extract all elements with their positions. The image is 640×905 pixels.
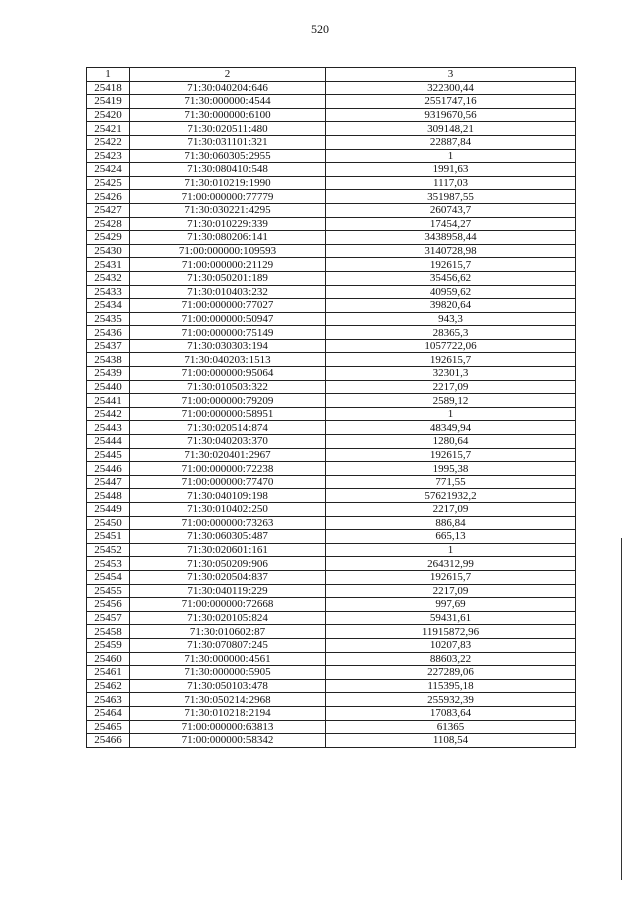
cadastral-number-cell: 71:00:000000:58342 bbox=[130, 734, 326, 748]
cadastral-number-cell: 71:30:010219:1990 bbox=[130, 176, 326, 190]
value-cell: 3140728,98 bbox=[326, 244, 576, 258]
table-row bbox=[87, 163, 576, 177]
cadastral-number-cell: 71:30:000000:4561 bbox=[130, 652, 326, 666]
value-cell: 88603,22 bbox=[326, 652, 576, 666]
value-cell: 1108,54 bbox=[326, 734, 576, 748]
cadastral-number-cell: 71:30:020401:2967 bbox=[130, 448, 326, 462]
cadastral-number-cell: 71:30:010503:322 bbox=[130, 380, 326, 394]
table-body bbox=[87, 81, 576, 747]
value-cell: 227289,06 bbox=[326, 666, 576, 680]
cadastral-number-cell: 71:00:000000:109593 bbox=[130, 244, 326, 258]
value-cell: 1280,64 bbox=[326, 435, 576, 449]
row-number-cell: 25453 bbox=[87, 557, 130, 571]
value-cell: 35456,62 bbox=[326, 271, 576, 285]
cadastral-number-cell: 71:00:000000:73263 bbox=[130, 516, 326, 530]
table-row bbox=[87, 543, 576, 557]
value-cell: 10207,83 bbox=[326, 638, 576, 652]
row-number-cell: 25419 bbox=[87, 95, 130, 109]
table-row bbox=[87, 135, 576, 149]
value-cell: 9319670,56 bbox=[326, 108, 576, 122]
row-number-cell: 25441 bbox=[87, 394, 130, 408]
table-row bbox=[87, 353, 576, 367]
cadastral-number-cell: 71:30:040109:198 bbox=[130, 489, 326, 503]
value-cell: 192615,7 bbox=[326, 258, 576, 272]
row-number-cell: 25464 bbox=[87, 706, 130, 720]
value-cell: 40959,62 bbox=[326, 285, 576, 299]
table-row bbox=[87, 203, 576, 217]
value-cell: 3438958,44 bbox=[326, 231, 576, 245]
cadastral-number-cell: 71:30:010229:339 bbox=[130, 217, 326, 231]
row-number-cell: 25433 bbox=[87, 285, 130, 299]
table-row bbox=[87, 734, 576, 748]
value-cell: 17083,64 bbox=[326, 706, 576, 720]
value-cell: 39820,64 bbox=[326, 299, 576, 313]
cadastral-number-cell: 71:30:010403:232 bbox=[130, 285, 326, 299]
cadastral-number-cell: 71:00:000000:58951 bbox=[130, 407, 326, 421]
value-cell: 2217,09 bbox=[326, 503, 576, 517]
row-number-cell: 25459 bbox=[87, 638, 130, 652]
value-cell: 1995,38 bbox=[326, 462, 576, 476]
cadastral-number-cell: 71:30:030303:194 bbox=[130, 339, 326, 353]
value-cell: 771,55 bbox=[326, 475, 576, 489]
cadastral-number-cell: 71:30:040204:646 bbox=[130, 81, 326, 95]
cadastral-number-cell: 71:30:020511:480 bbox=[130, 122, 326, 136]
cadastral-number-cell: 71:00:000000:77779 bbox=[130, 190, 326, 204]
value-cell: 886,84 bbox=[326, 516, 576, 530]
table-row bbox=[87, 666, 576, 680]
table-row bbox=[87, 489, 576, 503]
row-number-cell: 25465 bbox=[87, 720, 130, 734]
row-number-cell: 25420 bbox=[87, 108, 130, 122]
table-row bbox=[87, 421, 576, 435]
table-row bbox=[87, 285, 576, 299]
table-row bbox=[87, 326, 576, 340]
table-row bbox=[87, 231, 576, 245]
value-cell: 2217,09 bbox=[326, 584, 576, 598]
table-row bbox=[87, 638, 576, 652]
cadastral-number-cell: 71:00:000000:72668 bbox=[130, 598, 326, 612]
cadastral-number-cell: 71:30:030221:4295 bbox=[130, 203, 326, 217]
row-number-cell: 25423 bbox=[87, 149, 130, 163]
row-number-cell: 25432 bbox=[87, 271, 130, 285]
table-row bbox=[87, 720, 576, 734]
cadastral-number-cell: 71:00:000000:77027 bbox=[130, 299, 326, 313]
table-row bbox=[87, 108, 576, 122]
table-row bbox=[87, 244, 576, 258]
value-cell: 322300,44 bbox=[326, 81, 576, 95]
row-number-cell: 25444 bbox=[87, 435, 130, 449]
table-row bbox=[87, 149, 576, 163]
value-cell: 351987,55 bbox=[326, 190, 576, 204]
cadastral-number-cell: 71:30:080206:141 bbox=[130, 231, 326, 245]
row-number-cell: 25437 bbox=[87, 339, 130, 353]
table-row bbox=[87, 598, 576, 612]
value-cell: 61365 bbox=[326, 720, 576, 734]
column-header-2: 2 bbox=[130, 68, 326, 82]
cadastral-number-cell: 71:30:050214:2968 bbox=[130, 693, 326, 707]
registry-table bbox=[86, 67, 576, 748]
row-number-cell: 25421 bbox=[87, 122, 130, 136]
table-row bbox=[87, 706, 576, 720]
row-number-cell: 25466 bbox=[87, 734, 130, 748]
row-number-cell: 25422 bbox=[87, 135, 130, 149]
row-number-cell: 25454 bbox=[87, 570, 130, 584]
row-number-cell: 25435 bbox=[87, 312, 130, 326]
row-number-cell: 25434 bbox=[87, 299, 130, 313]
row-number-cell: 25462 bbox=[87, 679, 130, 693]
value-cell: 1 bbox=[326, 543, 576, 557]
row-number-cell: 25461 bbox=[87, 666, 130, 680]
value-cell: 32301,3 bbox=[326, 367, 576, 381]
cadastral-number-cell: 71:00:000000:75149 bbox=[130, 326, 326, 340]
cadastral-number-cell: 71:00:000000:95064 bbox=[130, 367, 326, 381]
table-row bbox=[87, 570, 576, 584]
table-row bbox=[87, 81, 576, 95]
cadastral-number-cell: 71:00:000000:63813 bbox=[130, 720, 326, 734]
cadastral-number-cell: 71:30:020504:837 bbox=[130, 570, 326, 584]
cadastral-number-cell: 71:30:020601:161 bbox=[130, 543, 326, 557]
value-cell: 2589,12 bbox=[326, 394, 576, 408]
table-row bbox=[87, 407, 576, 421]
table-row bbox=[87, 122, 576, 136]
table-row bbox=[87, 95, 576, 109]
table-row bbox=[87, 435, 576, 449]
row-number-cell: 25442 bbox=[87, 407, 130, 421]
row-number-cell: 25439 bbox=[87, 367, 130, 381]
table-row bbox=[87, 475, 576, 489]
cadastral-number-cell: 71:30:060305:487 bbox=[130, 530, 326, 544]
value-cell: 28365,3 bbox=[326, 326, 576, 340]
row-number-cell: 25445 bbox=[87, 448, 130, 462]
table-row bbox=[87, 448, 576, 462]
cadastral-number-cell: 71:30:070807:245 bbox=[130, 638, 326, 652]
value-cell: 665,13 bbox=[326, 530, 576, 544]
table-row bbox=[87, 530, 576, 544]
value-cell: 1 bbox=[326, 149, 576, 163]
value-cell: 2551747,16 bbox=[326, 95, 576, 109]
cadastral-number-cell: 71:30:040203:1513 bbox=[130, 353, 326, 367]
value-cell: 57621932,2 bbox=[326, 489, 576, 503]
page-number: 520 bbox=[311, 22, 329, 36]
cadastral-number-cell: 71:30:031101:321 bbox=[130, 135, 326, 149]
value-cell: 11915872,96 bbox=[326, 625, 576, 639]
cadastral-number-cell: 71:30:000000:4544 bbox=[130, 95, 326, 109]
cadastral-number-cell: 71:00:000000:79209 bbox=[130, 394, 326, 408]
value-cell: 192615,7 bbox=[326, 570, 576, 584]
cadastral-number-cell: 71:30:020105:824 bbox=[130, 611, 326, 625]
value-cell: 59431,61 bbox=[326, 611, 576, 625]
table-row bbox=[87, 652, 576, 666]
value-cell: 115395,18 bbox=[326, 679, 576, 693]
cadastral-number-cell: 71:30:000000:5905 bbox=[130, 666, 326, 680]
value-cell: 255932,39 bbox=[326, 693, 576, 707]
cadastral-number-cell: 71:00:000000:50947 bbox=[130, 312, 326, 326]
row-number-cell: 25429 bbox=[87, 231, 130, 245]
table-row bbox=[87, 693, 576, 707]
margin-rule bbox=[621, 538, 622, 880]
value-cell: 48349,94 bbox=[326, 421, 576, 435]
table-row bbox=[87, 503, 576, 517]
value-cell: 22887,84 bbox=[326, 135, 576, 149]
cadastral-number-cell: 71:30:010602:87 bbox=[130, 625, 326, 639]
table-row bbox=[87, 312, 576, 326]
cadastral-number-cell: 71:30:050201:189 bbox=[130, 271, 326, 285]
table-row bbox=[87, 380, 576, 394]
cadastral-number-cell: 71:00:000000:21129 bbox=[130, 258, 326, 272]
table-row bbox=[87, 339, 576, 353]
table-row bbox=[87, 679, 576, 693]
table-row bbox=[87, 625, 576, 639]
row-number-cell: 25436 bbox=[87, 326, 130, 340]
value-cell: 192615,7 bbox=[326, 353, 576, 367]
table-row bbox=[87, 462, 576, 476]
column-header-1: 1 bbox=[87, 68, 130, 82]
table-header-row bbox=[87, 68, 576, 82]
table-row bbox=[87, 367, 576, 381]
row-number-cell: 25440 bbox=[87, 380, 130, 394]
value-cell: 1991,63 bbox=[326, 163, 576, 177]
row-number-cell: 25452 bbox=[87, 543, 130, 557]
row-number-cell: 25447 bbox=[87, 475, 130, 489]
row-number-cell: 25456 bbox=[87, 598, 130, 612]
table-row bbox=[87, 299, 576, 313]
row-number-cell: 25457 bbox=[87, 611, 130, 625]
value-cell: 1117,03 bbox=[326, 176, 576, 190]
row-number-cell: 25458 bbox=[87, 625, 130, 639]
value-cell: 1 bbox=[326, 407, 576, 421]
table-row bbox=[87, 584, 576, 598]
row-number-cell: 25446 bbox=[87, 462, 130, 476]
cadastral-number-cell: 71:30:080410:548 bbox=[130, 163, 326, 177]
row-number-cell: 25455 bbox=[87, 584, 130, 598]
column-header-3: 3 bbox=[326, 68, 576, 82]
table-row bbox=[87, 217, 576, 231]
table-row bbox=[87, 394, 576, 408]
row-number-cell: 25450 bbox=[87, 516, 130, 530]
cadastral-number-cell: 71:30:010218:2194 bbox=[130, 706, 326, 720]
row-number-cell: 25443 bbox=[87, 421, 130, 435]
value-cell: 264312,99 bbox=[326, 557, 576, 571]
table-row bbox=[87, 271, 576, 285]
value-cell: 997,69 bbox=[326, 598, 576, 612]
cadastral-number-cell: 71:30:040203:370 bbox=[130, 435, 326, 449]
row-number-cell: 25460 bbox=[87, 652, 130, 666]
cadastral-number-cell: 71:30:050103:478 bbox=[130, 679, 326, 693]
row-number-cell: 25427 bbox=[87, 203, 130, 217]
row-number-cell: 25424 bbox=[87, 163, 130, 177]
cadastral-number-cell: 71:30:020514:874 bbox=[130, 421, 326, 435]
row-number-cell: 25449 bbox=[87, 503, 130, 517]
cadastral-number-cell: 71:30:010402:250 bbox=[130, 503, 326, 517]
row-number-cell: 25426 bbox=[87, 190, 130, 204]
cadastral-number-cell: 71:30:040119:229 bbox=[130, 584, 326, 598]
table-row bbox=[87, 258, 576, 272]
cadastral-number-cell: 71:00:000000:77470 bbox=[130, 475, 326, 489]
table-row bbox=[87, 516, 576, 530]
value-cell: 309148,21 bbox=[326, 122, 576, 136]
row-number-cell: 25451 bbox=[87, 530, 130, 544]
value-cell: 17454,27 bbox=[326, 217, 576, 231]
value-cell: 260743,7 bbox=[326, 203, 576, 217]
value-cell: 2217,09 bbox=[326, 380, 576, 394]
table-row bbox=[87, 557, 576, 571]
row-number-cell: 25438 bbox=[87, 353, 130, 367]
value-cell: 192615,7 bbox=[326, 448, 576, 462]
table-row bbox=[87, 611, 576, 625]
row-number-cell: 25431 bbox=[87, 258, 130, 272]
row-number-cell: 25430 bbox=[87, 244, 130, 258]
cadastral-number-cell: 71:30:060305:2955 bbox=[130, 149, 326, 163]
cadastral-number-cell: 71:30:000000:6100 bbox=[130, 108, 326, 122]
cadastral-number-cell: 71:00:000000:72238 bbox=[130, 462, 326, 476]
row-number-cell: 25448 bbox=[87, 489, 130, 503]
row-number-cell: 25428 bbox=[87, 217, 130, 231]
row-number-cell: 25425 bbox=[87, 176, 130, 190]
cadastral-number-cell: 71:30:050209:906 bbox=[130, 557, 326, 571]
row-number-cell: 25418 bbox=[87, 81, 130, 95]
table-row bbox=[87, 176, 576, 190]
value-cell: 943,3 bbox=[326, 312, 576, 326]
table-row bbox=[87, 190, 576, 204]
row-number-cell: 25463 bbox=[87, 693, 130, 707]
value-cell: 1057722,06 bbox=[326, 339, 576, 353]
